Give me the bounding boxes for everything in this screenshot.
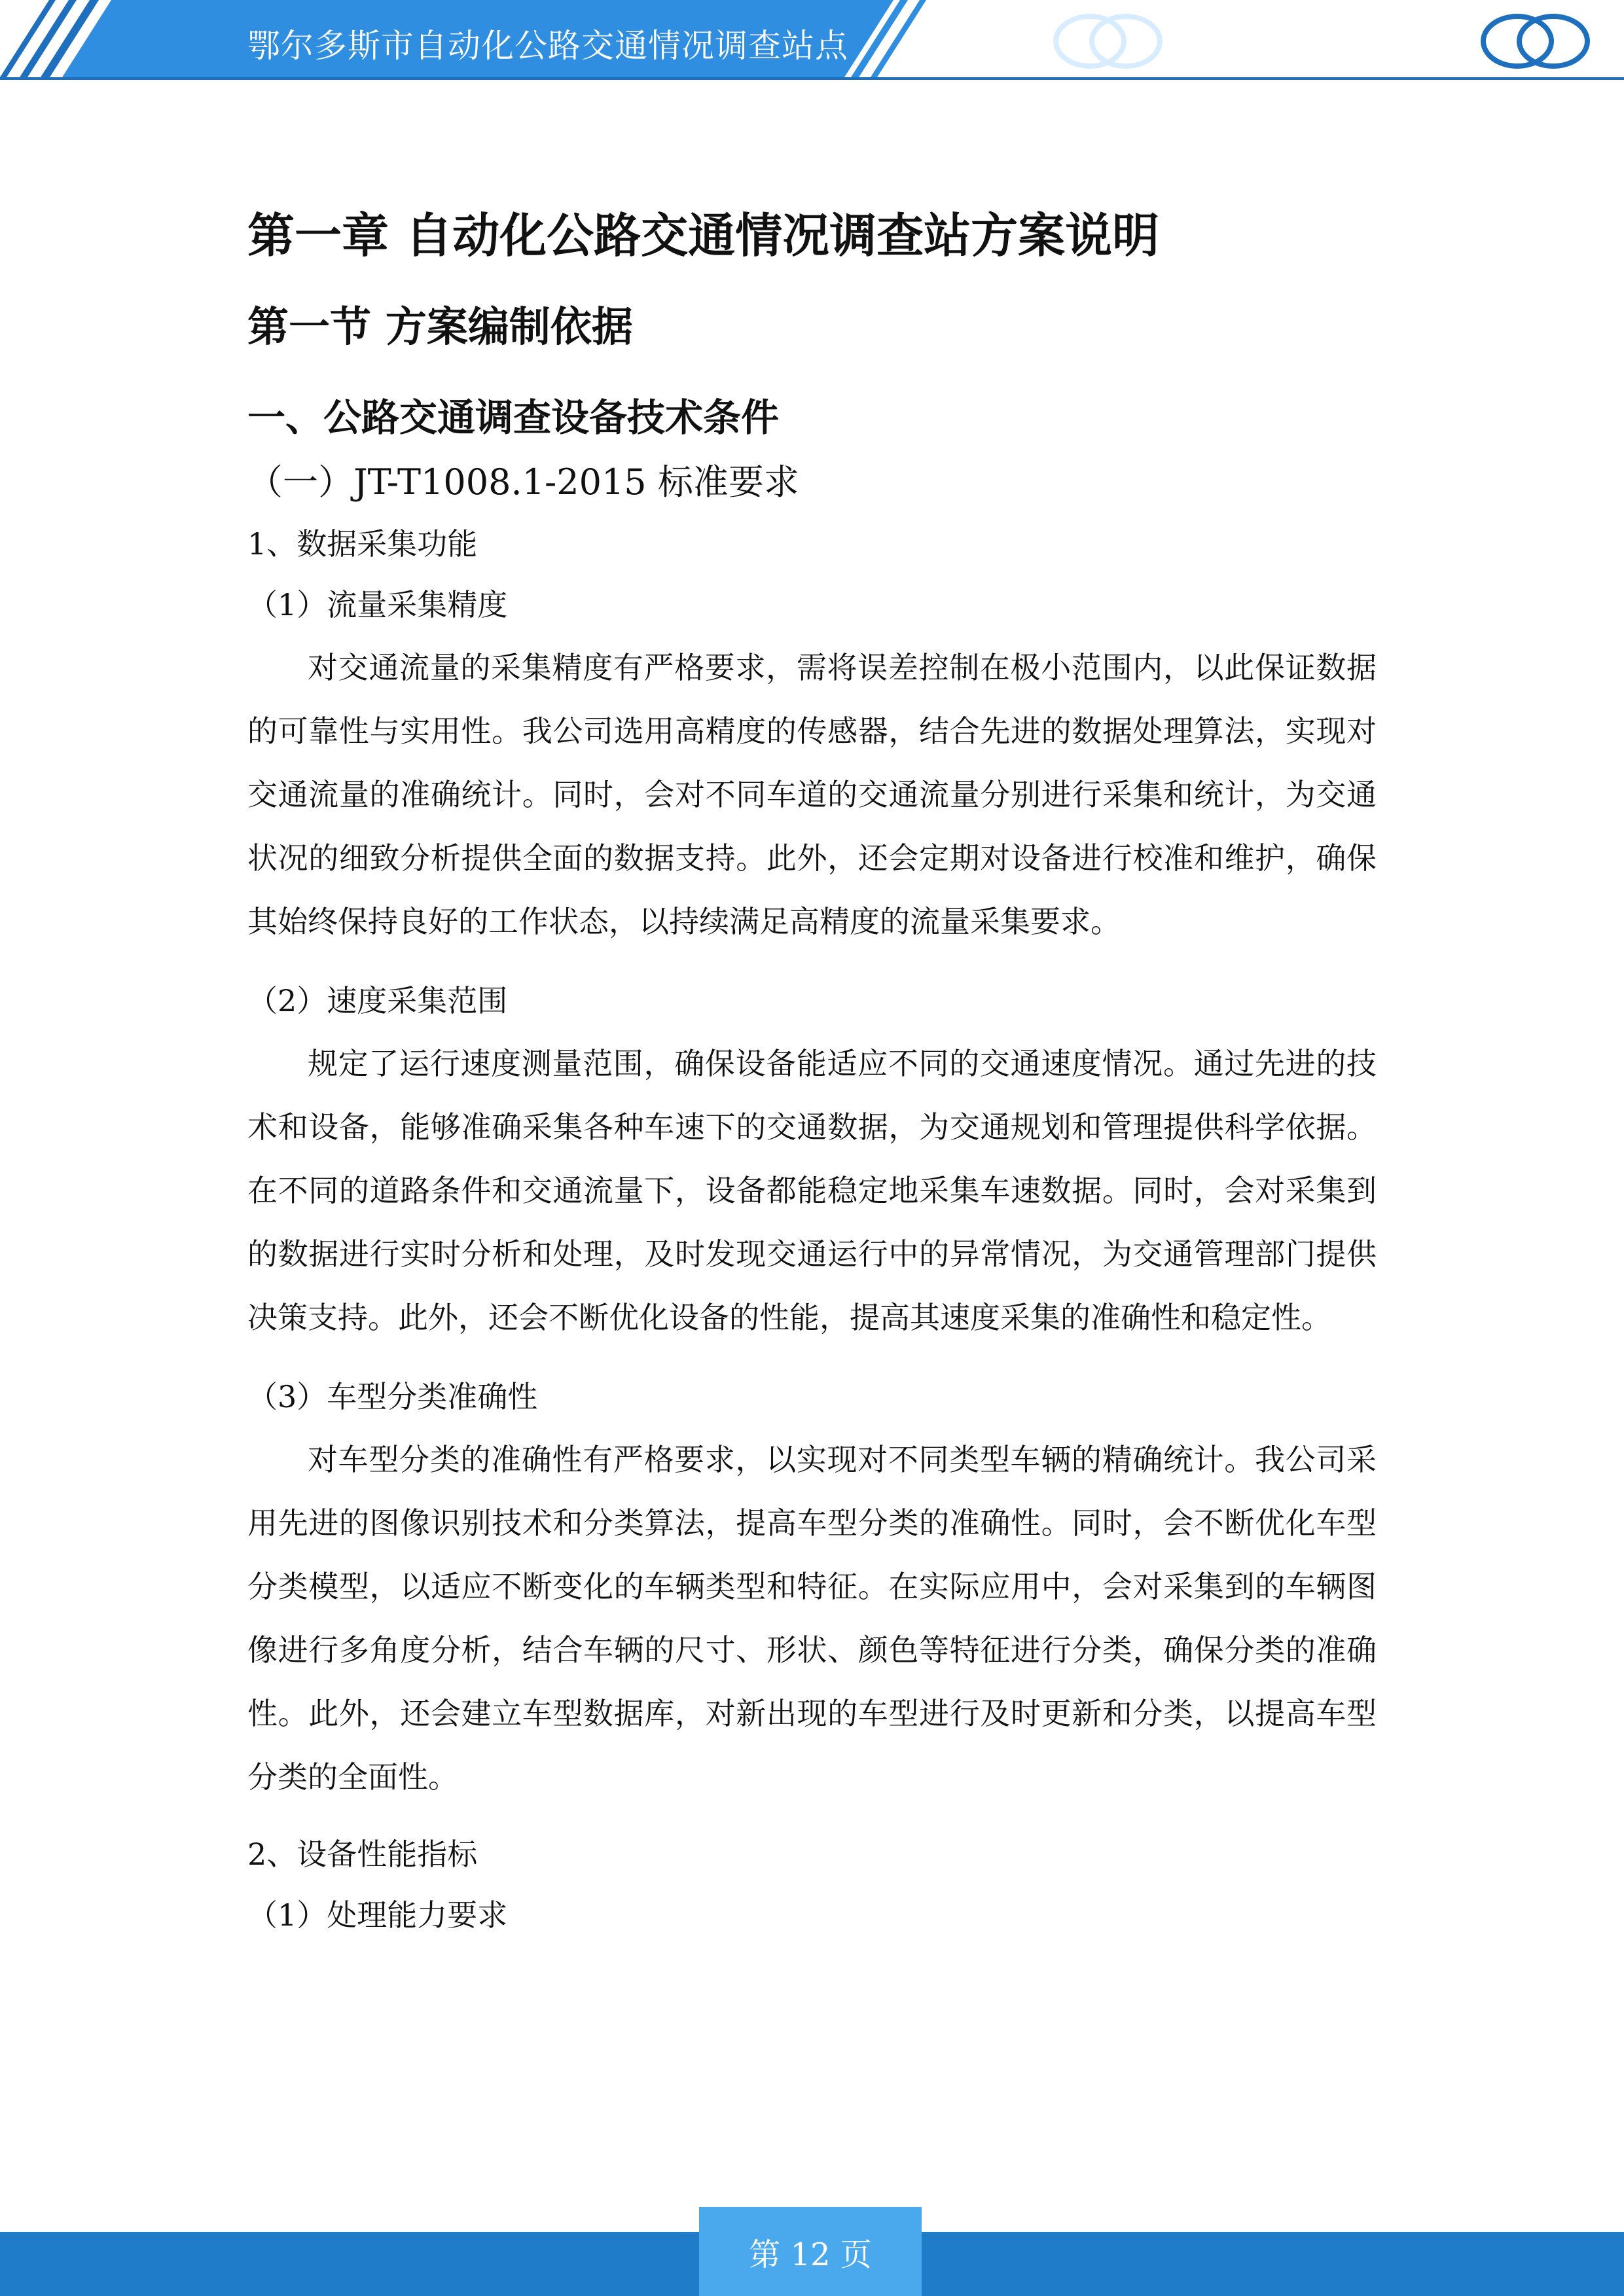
body-paragraph: 对车型分类的准确性有严格要求，以实现对不同类型车辆的精确统计。我公司采用先进的图像识别技术和分类算法，提高车型分类的准确性。同时，会不断优化车型分类模型，以适应不断变化的车辆类型和特征。在实际应用中，会对采集到的车辆图像进行多角度分析，结合车辆的尺寸、形状、颜色等特征进行分类，确保分类的准确性。此外，还会建立车型数据库，对新出现的车型进行及时更新和分类，以提高车型分类的全面性。	[247, 1442, 1377, 1795]
page-header	[0, 0, 1624, 85]
standard-title: （一）JT-T1008.1-2015 标准要求	[247, 461, 799, 503]
item-title: 1、数据采集功能	[247, 526, 478, 562]
subitem-title: （1）处理能力要求	[247, 1897, 508, 1933]
document-body	[247, 196, 1377, 1946]
subitem-title: （2）速度采集范围	[247, 983, 508, 1018]
subsection-title: 一、公路交通调查设备技术条件	[247, 395, 780, 440]
double-ring-icon	[1483, 16, 1587, 66]
header-rule	[0, 77, 1624, 80]
double-ring-icon	[1056, 16, 1160, 66]
page-number-box	[699, 2207, 922, 2296]
body-paragraph: 对交通流量的采集精度有严格要求，需将误差控制在极小范围内，以此保证数据的可靠性与实用性。我公司选用高精度的传感器，结合先进的数据处理算法，实现对交通流量的准确统计。同时，会对不同车道的交通流量分别进行采集和统计，为交通状况的细致分析提供全面的数据支持。此外，还会定期对设备进行校准和维护，确保其始终保持良好的工作状态，以持续满足高精度的流量采集要求。	[247, 650, 1377, 939]
subitem-title: （1）流量采集精度	[247, 587, 508, 622]
section-title: 第一节 方案编制依据	[247, 303, 633, 351]
chapter-title: 第一章 自动化公路交通情况调查站方案说明	[247, 208, 1160, 263]
header-title: 鄂尔多斯市自动化公路交通情况调查站点	[247, 27, 848, 65]
item-title: 2、设备性能指标	[247, 1837, 478, 1872]
body-paragraph: 规定了运行速度测量范围，确保设备能适应不同的交通速度情况。通过先进的技术和设备，能够准确采集各种车速下的交通数据，为交通规划和管理提供科学依据。在不同的道路条件和交通流量下，设备都能稳定地采集车速数据。同时，会对采集到的数据进行实时分析和处理，及时发现交通运行中的异常情况，为交通管理部门提供决策支持。此外，还会不断优化设备的性能，提高其速度采集的准确性和稳定性。	[247, 1046, 1377, 1335]
subitem-title: （3）车型分类准确性	[247, 1379, 538, 1414]
page-number: 第 12 页	[749, 2236, 872, 2273]
